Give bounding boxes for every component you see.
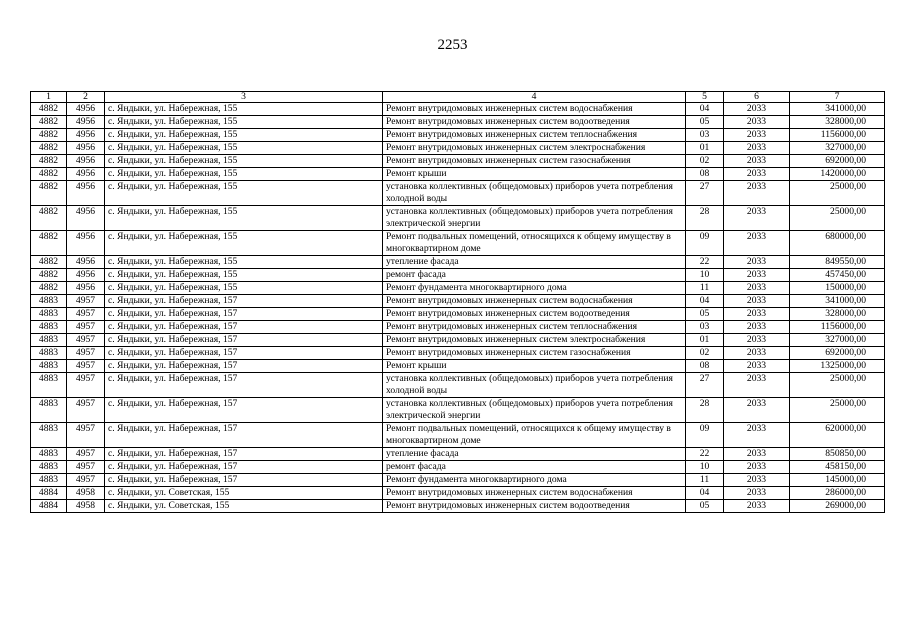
table-row xyxy=(31,347,885,360)
cost-cell: 25000,00 xyxy=(790,373,885,398)
work-code-cell: 03 xyxy=(686,129,724,142)
address-cell: с. Яндыки, ул. Набережная, 155 xyxy=(105,103,383,116)
address-cell: с. Яндыки, ул. Советская, 155 xyxy=(105,500,383,513)
table-row xyxy=(31,129,885,142)
work-type-cell: Ремонт фундамента многоквартирного дома xyxy=(383,282,686,295)
table-row xyxy=(31,181,885,206)
work-code-cell: 10 xyxy=(686,461,724,474)
address-cell: с. Яндыки, ул. Набережная, 157 xyxy=(105,474,383,487)
work-type-cell: Ремонт внутридомовых инженерных систем водоотведения xyxy=(383,308,686,321)
work-type-cell: утепление фасада xyxy=(383,448,686,461)
work-type-cell: ремонт фасада xyxy=(383,461,686,474)
house-id-cell: 4956 xyxy=(67,282,105,295)
table-row xyxy=(31,308,885,321)
work-code-cell: 11 xyxy=(686,282,724,295)
year-cell: 2033 xyxy=(724,334,790,347)
work-type-cell: Ремонт внутридомовых инженерных систем водоснабжения xyxy=(383,487,686,500)
cost-cell: 457450,00 xyxy=(790,269,885,282)
col-7-header: 7 xyxy=(790,92,885,103)
year-cell: 2033 xyxy=(724,347,790,360)
work-type-cell: Ремонт внутридомовых инженерных систем электроснабжения xyxy=(383,142,686,155)
address-cell: с. Яндыки, ул. Набережная, 155 xyxy=(105,168,383,181)
table-body xyxy=(31,103,885,513)
address-cell: с. Яндыки, ул. Набережная, 157 xyxy=(105,360,383,373)
address-cell: с. Яндыки, ул. Набережная, 155 xyxy=(105,269,383,282)
cost-cell: 327000,00 xyxy=(790,334,885,347)
house-id-cell: 4956 xyxy=(67,269,105,282)
year-cell: 2033 xyxy=(724,206,790,231)
work-code-cell: 04 xyxy=(686,295,724,308)
row-id-cell: 4883 xyxy=(31,373,67,398)
work-code-cell: 05 xyxy=(686,116,724,129)
table-row xyxy=(31,487,885,500)
work-code-cell: 04 xyxy=(686,103,724,116)
work-code-cell: 09 xyxy=(686,423,724,448)
work-code-cell: 04 xyxy=(686,487,724,500)
address-cell: с. Яндыки, ул. Набережная, 155 xyxy=(105,142,383,155)
house-id-cell: 4957 xyxy=(67,474,105,487)
cost-cell: 850850,00 xyxy=(790,448,885,461)
row-id-cell: 4883 xyxy=(31,295,67,308)
house-id-cell: 4957 xyxy=(67,373,105,398)
year-cell: 2033 xyxy=(724,373,790,398)
year-cell: 2033 xyxy=(724,155,790,168)
house-id-cell: 4956 xyxy=(67,155,105,168)
table-row xyxy=(31,360,885,373)
cost-cell: 680000,00 xyxy=(790,231,885,256)
house-id-cell: 4956 xyxy=(67,129,105,142)
work-code-cell: 08 xyxy=(686,168,724,181)
table-row xyxy=(31,155,885,168)
table-row xyxy=(31,334,885,347)
cost-cell: 286000,00 xyxy=(790,487,885,500)
house-id-cell: 4957 xyxy=(67,295,105,308)
year-cell: 2033 xyxy=(724,474,790,487)
col-5-header: 5 xyxy=(686,92,724,103)
table-row xyxy=(31,321,885,334)
cost-cell: 692000,00 xyxy=(790,347,885,360)
year-cell: 2033 xyxy=(724,103,790,116)
cost-cell: 328000,00 xyxy=(790,116,885,129)
address-cell: с. Яндыки, ул. Набережная, 155 xyxy=(105,129,383,142)
work-code-cell: 05 xyxy=(686,500,724,513)
row-id-cell: 4882 xyxy=(31,282,67,295)
table-row xyxy=(31,461,885,474)
row-id-cell: 4883 xyxy=(31,474,67,487)
house-id-cell: 4957 xyxy=(67,308,105,321)
address-cell: с. Яндыки, ул. Набережная, 155 xyxy=(105,181,383,206)
cost-cell: 1156000,00 xyxy=(790,321,885,334)
row-id-cell: 4883 xyxy=(31,461,67,474)
address-cell: с. Яндыки, ул. Советская, 155 xyxy=(105,487,383,500)
table-row xyxy=(31,295,885,308)
table-row xyxy=(31,474,885,487)
address-cell: с. Яндыки, ул. Набережная, 157 xyxy=(105,295,383,308)
address-cell: с. Яндыки, ул. Набережная, 157 xyxy=(105,448,383,461)
work-type-cell: Ремонт внутридомовых инженерных систем водоснабжения xyxy=(383,103,686,116)
cost-cell: 692000,00 xyxy=(790,155,885,168)
row-id-cell: 4882 xyxy=(31,181,67,206)
work-code-cell: 05 xyxy=(686,308,724,321)
work-type-cell: Ремонт фундамента многоквартирного дома xyxy=(383,474,686,487)
col-2-header: 2 xyxy=(67,92,105,103)
work-code-cell: 28 xyxy=(686,206,724,231)
house-id-cell: 4957 xyxy=(67,334,105,347)
cost-cell: 150000,00 xyxy=(790,282,885,295)
house-id-cell: 4958 xyxy=(67,487,105,500)
house-id-cell: 4956 xyxy=(67,256,105,269)
house-id-cell: 4956 xyxy=(67,103,105,116)
work-code-cell: 08 xyxy=(686,360,724,373)
cost-cell: 1156000,00 xyxy=(790,129,885,142)
address-cell: с. Яндыки, ул. Набережная, 157 xyxy=(105,423,383,448)
work-code-cell: 02 xyxy=(686,155,724,168)
cost-cell: 341000,00 xyxy=(790,295,885,308)
cost-cell: 458150,00 xyxy=(790,461,885,474)
repair-schedule-table xyxy=(30,91,885,513)
cost-cell: 849550,00 xyxy=(790,256,885,269)
table-row xyxy=(31,282,885,295)
work-type-cell: Ремонт внутридомовых инженерных систем электроснабжения xyxy=(383,334,686,347)
table-row xyxy=(31,142,885,155)
year-cell: 2033 xyxy=(724,168,790,181)
row-id-cell: 4882 xyxy=(31,256,67,269)
col-3-header: 3 xyxy=(105,92,383,103)
row-id-cell: 4882 xyxy=(31,116,67,129)
row-id-cell: 4884 xyxy=(31,487,67,500)
house-id-cell: 4957 xyxy=(67,360,105,373)
work-type-cell: Ремонт внутридомовых инженерных систем водоснабжения xyxy=(383,295,686,308)
address-cell: с. Яндыки, ул. Набережная, 155 xyxy=(105,282,383,295)
work-type-cell: Ремонт крыши xyxy=(383,360,686,373)
year-cell: 2033 xyxy=(724,129,790,142)
table-row xyxy=(31,423,885,448)
house-id-cell: 4956 xyxy=(67,181,105,206)
year-cell: 2033 xyxy=(724,360,790,373)
work-type-cell: Ремонт подвальных помещений, относящихся к общему имуществу в многоквартирном доме xyxy=(383,423,686,448)
cost-cell: 145000,00 xyxy=(790,474,885,487)
cost-cell: 25000,00 xyxy=(790,206,885,231)
row-id-cell: 4884 xyxy=(31,500,67,513)
house-id-cell: 4956 xyxy=(67,231,105,256)
row-id-cell: 4882 xyxy=(31,155,67,168)
address-cell: с. Яндыки, ул. Набережная, 157 xyxy=(105,398,383,423)
work-code-cell: 01 xyxy=(686,142,724,155)
year-cell: 2033 xyxy=(724,181,790,206)
address-cell: с. Яндыки, ул. Набережная, 155 xyxy=(105,206,383,231)
year-cell: 2033 xyxy=(724,321,790,334)
house-id-cell: 4957 xyxy=(67,448,105,461)
work-code-cell: 03 xyxy=(686,321,724,334)
work-code-cell: 02 xyxy=(686,347,724,360)
work-type-cell: установка коллективных (общедомовых) приборов учета потребления холодной воды xyxy=(383,181,686,206)
work-code-cell: 22 xyxy=(686,448,724,461)
address-cell: с. Яндыки, ул. Набережная, 157 xyxy=(105,373,383,398)
work-code-cell: 09 xyxy=(686,231,724,256)
year-cell: 2033 xyxy=(724,423,790,448)
row-id-cell: 4882 xyxy=(31,206,67,231)
house-id-cell: 4956 xyxy=(67,116,105,129)
table-row xyxy=(31,500,885,513)
work-type-cell: Ремонт внутридомовых инженерных систем водоотведения xyxy=(383,500,686,513)
cost-cell: 341000,00 xyxy=(790,103,885,116)
year-cell: 2033 xyxy=(724,308,790,321)
row-id-cell: 4883 xyxy=(31,308,67,321)
year-cell: 2033 xyxy=(724,448,790,461)
cost-cell: 1420000,00 xyxy=(790,168,885,181)
work-type-cell: установка коллективных (общедомовых) приборов учета потребления электрической энергии xyxy=(383,206,686,231)
row-id-cell: 4882 xyxy=(31,142,67,155)
row-id-cell: 4883 xyxy=(31,448,67,461)
table-row xyxy=(31,269,885,282)
house-id-cell: 4956 xyxy=(67,168,105,181)
row-id-cell: 4883 xyxy=(31,334,67,347)
address-cell: с. Яндыки, ул. Набережная, 157 xyxy=(105,308,383,321)
year-cell: 2033 xyxy=(724,256,790,269)
house-id-cell: 4957 xyxy=(67,321,105,334)
row-id-cell: 4883 xyxy=(31,360,67,373)
work-type-cell: Ремонт крыши xyxy=(383,168,686,181)
work-code-cell: 27 xyxy=(686,181,724,206)
table-row xyxy=(31,231,885,256)
address-cell: с. Яндыки, ул. Набережная, 155 xyxy=(105,231,383,256)
col-6-header: 6 xyxy=(724,92,790,103)
column-number-row xyxy=(31,92,885,103)
cost-cell: 25000,00 xyxy=(790,181,885,206)
year-cell: 2033 xyxy=(724,282,790,295)
house-id-cell: 4957 xyxy=(67,461,105,474)
work-type-cell: ремонт фасада xyxy=(383,269,686,282)
work-type-cell: Ремонт внутридомовых инженерных систем водоотведения xyxy=(383,116,686,129)
table-row xyxy=(31,448,885,461)
work-code-cell: 01 xyxy=(686,334,724,347)
table-row xyxy=(31,116,885,129)
work-type-cell: установка коллективных (общедомовых) приборов учета потребления электрической энергии xyxy=(383,398,686,423)
address-cell: с. Яндыки, ул. Набережная, 155 xyxy=(105,256,383,269)
col-1-header: 1 xyxy=(31,92,67,103)
year-cell: 2033 xyxy=(724,487,790,500)
house-id-cell: 4957 xyxy=(67,398,105,423)
house-id-cell: 4956 xyxy=(67,206,105,231)
work-type-cell: Ремонт внутридомовых инженерных систем газоснабжения xyxy=(383,155,686,168)
row-id-cell: 4883 xyxy=(31,347,67,360)
table-row xyxy=(31,206,885,231)
row-id-cell: 4883 xyxy=(31,423,67,448)
address-cell: с. Яндыки, ул. Набережная, 157 xyxy=(105,321,383,334)
cost-cell: 328000,00 xyxy=(790,308,885,321)
work-code-cell: 28 xyxy=(686,398,724,423)
cost-cell: 269000,00 xyxy=(790,500,885,513)
house-id-cell: 4957 xyxy=(67,423,105,448)
address-cell: с. Яндыки, ул. Набережная, 157 xyxy=(105,461,383,474)
work-code-cell: 11 xyxy=(686,474,724,487)
row-id-cell: 4882 xyxy=(31,269,67,282)
col-4-header: 4 xyxy=(383,92,686,103)
table-row xyxy=(31,256,885,269)
row-id-cell: 4883 xyxy=(31,398,67,423)
work-code-cell: 22 xyxy=(686,256,724,269)
work-type-cell: Ремонт подвальных помещений, относящихся к общему имуществу в многоквартирном доме xyxy=(383,231,686,256)
year-cell: 2033 xyxy=(724,398,790,423)
address-cell: с. Яндыки, ул. Набережная, 155 xyxy=(105,155,383,168)
house-id-cell: 4956 xyxy=(67,142,105,155)
work-type-cell: установка коллективных (общедомовых) приборов учета потребления холодной воды xyxy=(383,373,686,398)
cost-cell: 620000,00 xyxy=(790,423,885,448)
year-cell: 2033 xyxy=(724,231,790,256)
address-cell: с. Яндыки, ул. Набережная, 157 xyxy=(105,334,383,347)
house-id-cell: 4957 xyxy=(67,347,105,360)
row-id-cell: 4882 xyxy=(31,168,67,181)
table-row xyxy=(31,168,885,181)
address-cell: с. Яндыки, ул. Набережная, 155 xyxy=(105,116,383,129)
row-id-cell: 4882 xyxy=(31,129,67,142)
year-cell: 2033 xyxy=(724,461,790,474)
cost-cell: 25000,00 xyxy=(790,398,885,423)
work-type-cell: утепление фасада xyxy=(383,256,686,269)
work-code-cell: 27 xyxy=(686,373,724,398)
work-code-cell: 10 xyxy=(686,269,724,282)
year-cell: 2033 xyxy=(724,142,790,155)
cost-cell: 327000,00 xyxy=(790,142,885,155)
year-cell: 2033 xyxy=(724,500,790,513)
year-cell: 2033 xyxy=(724,269,790,282)
work-type-cell: Ремонт внутридомовых инженерных систем теплоснабжения xyxy=(383,321,686,334)
year-cell: 2033 xyxy=(724,116,790,129)
row-id-cell: 4882 xyxy=(31,103,67,116)
cost-cell: 1325000,00 xyxy=(790,360,885,373)
address-cell: с. Яндыки, ул. Набережная, 157 xyxy=(105,347,383,360)
table-row xyxy=(31,373,885,398)
row-id-cell: 4882 xyxy=(31,231,67,256)
page-number: 2253 xyxy=(437,37,468,53)
year-cell: 2033 xyxy=(724,295,790,308)
table-row xyxy=(31,398,885,423)
work-type-cell: Ремонт внутридомовых инженерных систем теплоснабжения xyxy=(383,129,686,142)
house-id-cell: 4958 xyxy=(67,500,105,513)
row-id-cell: 4883 xyxy=(31,321,67,334)
work-type-cell: Ремонт внутридомовых инженерных систем газоснабжения xyxy=(383,347,686,360)
table-row xyxy=(31,103,885,116)
